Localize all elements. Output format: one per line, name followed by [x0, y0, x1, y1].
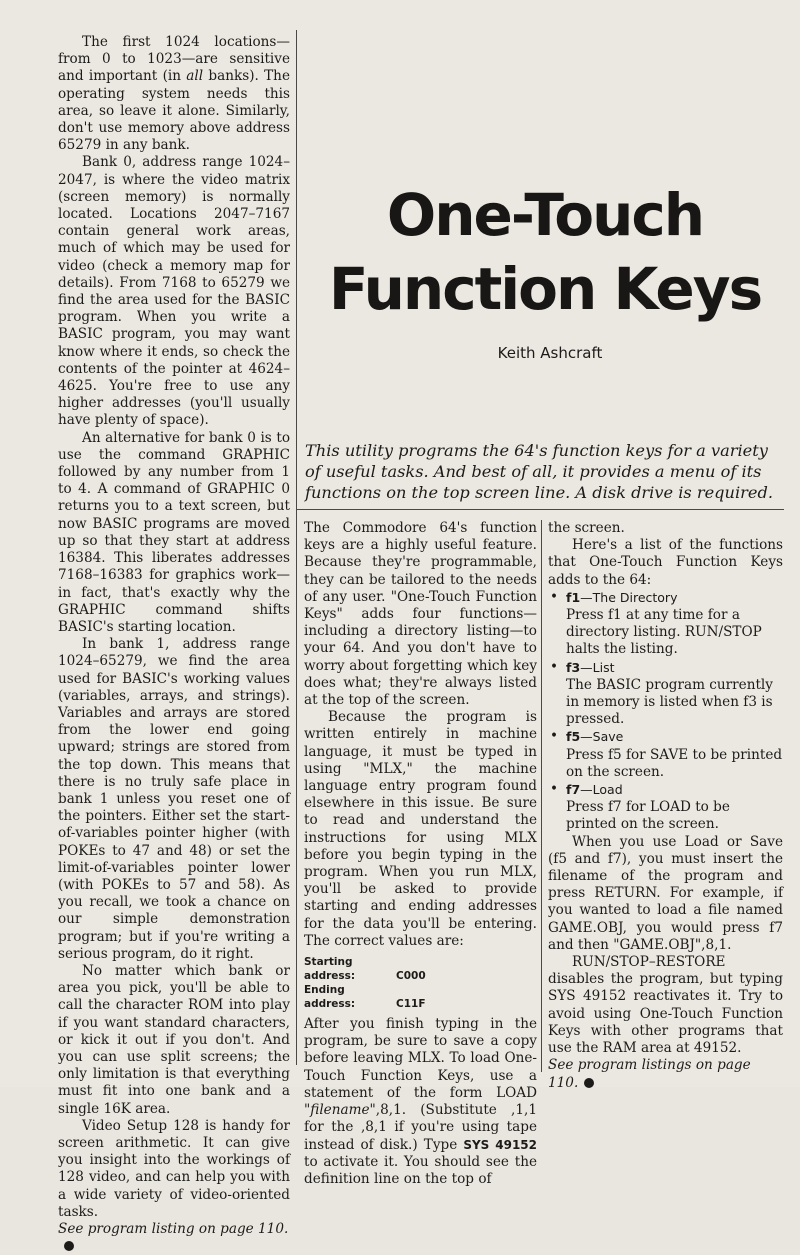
- article-title: [310, 178, 780, 326]
- middle-paragraph-1: The Commodore 64's function keys are a highly useful feature. Because they're programmable, they can be tailored to the needs of any user. "One-Touch Function Keys" adds four functions—including a directory listing—to your 64. And you don't have to worry about forgetting which key does what; they're always listed at the top of the screen.: [304, 520, 537, 709]
- left-paragraph-5: No matter which bank or area you pick, you'll be able to call the character ROM into play if you want standard characters, or kick it out if you don't. And you can use split screens; the only limitation is that everything must fit into one bank and a single 16K area.: [58, 962, 290, 1117]
- deck-divider: [296, 509, 784, 510]
- middle-paragraph-3: After you finish typing in the program, be sure to save a copy before leaving MLX. To load One-Touch Function Keys, use a statement of the form LOAD "filename",8,1. (Substitute ,1,1 for the ,8,1 if you're using tape instead of disk.) Type SYS 49152 to activate it. You should see the definition line on the top of: [304, 1016, 537, 1187]
- function-item-f7: • f7—Load Press f7 for LOAD to be printed on the screen.: [550, 781, 730, 833]
- left-paragraph-3: An alternative for bank 0 is to use the command GRAPHIC followed by any number from 1 to 4. A command of GRAPHIC 0 returns you to a text screen, but now BASIC programs are moved up so that they start at address 16384. This liberates addresses 7168–16383 for graphics work—in fact, that's exactly why the GRAPHIC command shifts BASIC's starting location.: [58, 429, 290, 635]
- end-mark-icon: [64, 1241, 74, 1251]
- left-paragraph-2: Bank 0, address range 1024–2047, is where the video matrix (screen memory) is normally located. Locations 2047–7167 contain general work areas, much of which may be used for video (check a memory map for details). From 7168 to 65279 we find the area used for the BASIC program. When you write a BASIC program, you may want know where it ends, so check the contents of the pointer at 4624–4625. You're free to use any higher addresses (you'll usually have plenty of space).: [58, 154, 290, 429]
- bullet-icon: •: [550, 658, 559, 675]
- left-paragraph-1: The first 1024 locations—from 0 to 1023—are sensitive and important (in all banks). The operating system needs this area, so leave it alone. Similarly, don't use memory above address 65279 in any bank.: [58, 34, 290, 154]
- function-item-f1: • f1—The Directory Press f1 at any time for a directory listing. RUN/STOP halts the listing.: [550, 588, 762, 658]
- right-paragraph-2: When you use Load or Save (f5 and f7), you must insert the filename of the program and press RETURN. For example, if you wanted to load a file named GAME.OBJ, you would press f7 and then "GAME.OBJ",8,1.: [548, 833, 783, 953]
- start-address-line: Starting address: C000: [304, 956, 426, 983]
- end-address-line: Ending address: C11F: [304, 984, 426, 1011]
- right-paragraph-1: Here's a list of the functions that One-Touch Function Keys adds to the 64:: [548, 537, 783, 588]
- title-line-1: One-Touch: [386, 181, 704, 249]
- right-paragraph-0: the screen.: [548, 520, 625, 536]
- left-paragraph-4: In bank 1, address range 1024–65279, we find the area used for BASIC's working values (variables, arrays, and strings). Variables and arrays are stored from the lower end going upward; strings are stored from the top down. This means that there is no truly safe place in bank 1 unless you reset one of the pointers. Either set the start-of-variables pointer higher (with POKEs to 47 and 48) or set the limit-of-variables pointer lower (with POKEs to 57 and 58). As you recall, we took a chance on our simple demonstration program; but if you're writing a serious program, do it right.: [58, 636, 290, 962]
- left-paragraph-6: Video Setup 128 is handy for screen arithmetic. It can give you insight into the workings of 128 video, and can help you with a wide variety of video-oriented tasks.: [58, 1117, 290, 1220]
- right-paragraph-3: RUN/STOP–RESTORE disables the program, but typing SYS 49152 reactivates it. Try to avoid using One-Touch Function Keys with other programs that use the RAM area at 49152.: [548, 954, 783, 1057]
- column-divider-left: [296, 30, 297, 1065]
- bullet-icon: •: [550, 728, 559, 745]
- left-column: [58, 34, 290, 1255]
- left-listing-reference: See program listing on page 110.: [58, 1221, 290, 1255]
- function-list: [548, 589, 783, 834]
- author-byline: Keith Ashcraft: [497, 344, 603, 362]
- article-deck: This utility programs the 64's function keys for a variety of useful tasks. And best of all, it provides a menu of its functions on the top screen line. A disk drive is required.: [305, 441, 773, 502]
- title-line-2: Function Keys: [328, 255, 762, 323]
- middle-paragraph-2: Because the program is written entirely in machine language, it must be typed in using "MLX," the machine language entry program found elsewhere in this issue. Be sure to read and understand the instructions for using MLX before you begin typing in the program. When you run MLX, you'll be asked to provide starting and ending addresses for the data you'll be entering. The correct values are:: [304, 709, 537, 949]
- right-column: [548, 520, 783, 1092]
- middle-column: [304, 520, 537, 1188]
- end-mark-icon: [584, 1078, 594, 1088]
- column-divider-middle: [541, 520, 542, 1072]
- bullet-icon: •: [550, 781, 559, 798]
- right-listing-reference: See program listings on page 110.: [548, 1057, 751, 1091]
- function-item-f3: • f3—List The BASIC program currently in memory is listed when f3 is pressed.: [550, 658, 773, 728]
- function-item-f5: • f5—Save Press f5 for SAVE to be printed on the screen.: [550, 728, 783, 780]
- bullet-icon: •: [550, 588, 559, 605]
